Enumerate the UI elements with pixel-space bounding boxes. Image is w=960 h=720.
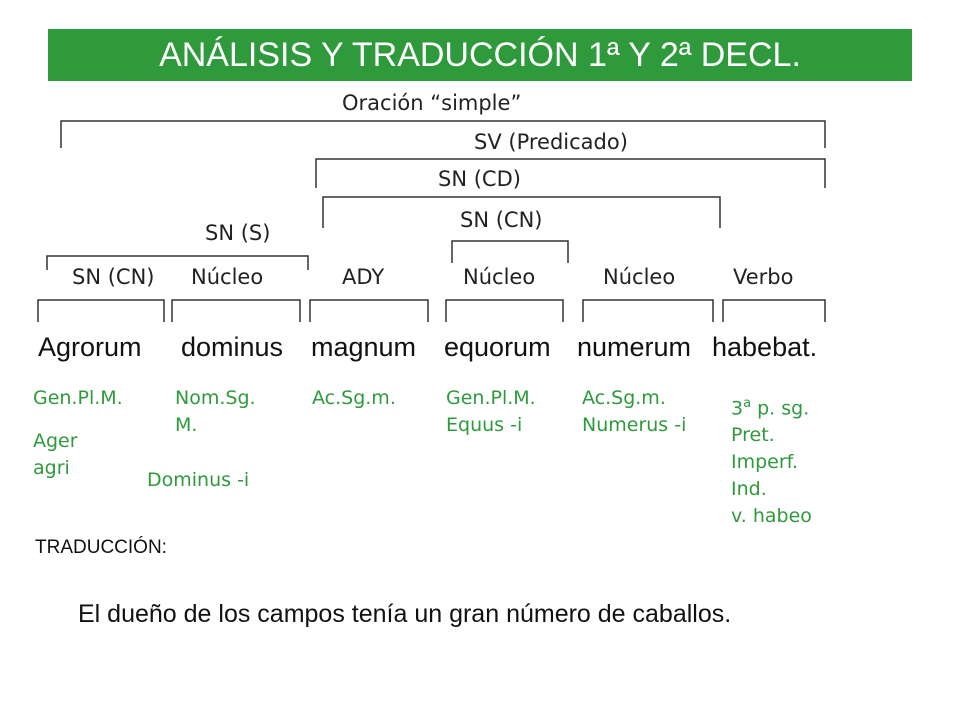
word-magnum: magnum (311, 332, 417, 362)
bracket-oracion (61, 121, 825, 148)
function-nucleo-subject: Núcleo (191, 265, 264, 289)
bracket-sn-cn-inner (452, 241, 568, 263)
function-ady: ADY (342, 265, 385, 289)
function-nucleo-cn: Núcleo (463, 265, 536, 289)
grammar-numerum: Ac.Sg.m. Numerus -i (582, 387, 687, 436)
label-sn-cd: SN (CD) (438, 167, 521, 191)
grammar-habebat: 3$^a$ p. sg. Pret. Imperf. Ind. v. habeo (731, 396, 812, 528)
function-verbo: Verbo (733, 265, 794, 289)
bracket-word-numerum (583, 300, 713, 322)
bracket-word-dominus (172, 300, 300, 322)
grammar-agrorum: Gen.Pl.M. (33, 387, 123, 409)
bracket-word-magnum (310, 300, 428, 322)
grammar-ager-lemma: Ager agri (33, 430, 78, 479)
word-numerum: numerum (577, 332, 692, 362)
label-oracion: Oración “simple” (342, 91, 522, 115)
bracket-word-agrorum (38, 300, 164, 322)
translation-heading: TRADUCCIÓN: (35, 537, 167, 558)
bracket-word-equorum (446, 300, 563, 322)
word-dominus: dominus (181, 332, 284, 362)
translation-text: El dueño de los campos tenía un gran número de caballos. (78, 600, 732, 628)
label-sn-cn-inner: SN (CN) (460, 208, 543, 232)
grammar-equorum: Gen.Pl.M. Equus -i (446, 387, 536, 436)
grammar-magnum: Ac.Sg.m. (312, 387, 396, 409)
grammar-dominus-lemma: Dominus -i (147, 469, 250, 491)
word-habebat: habebat. (712, 332, 818, 362)
label-sv: SV (Predicado) (474, 130, 628, 154)
bracket-sv (316, 159, 825, 188)
function-nucleo-cd: Núcleo (603, 265, 676, 289)
word-equorum: equorum (444, 332, 551, 362)
bracket-word-habebat (723, 300, 825, 322)
grammar-dominus: Nom.Sg. M. (175, 387, 256, 436)
word-agrorum: Agrorum (38, 332, 142, 362)
label-sn-s: SN (S) (205, 221, 271, 245)
function-sn-cn: SN (CN) (72, 265, 155, 289)
slide-title: ANÁLISIS Y TRADUCCIÓN 1ª Y 2ª DECL. (48, 29, 912, 81)
